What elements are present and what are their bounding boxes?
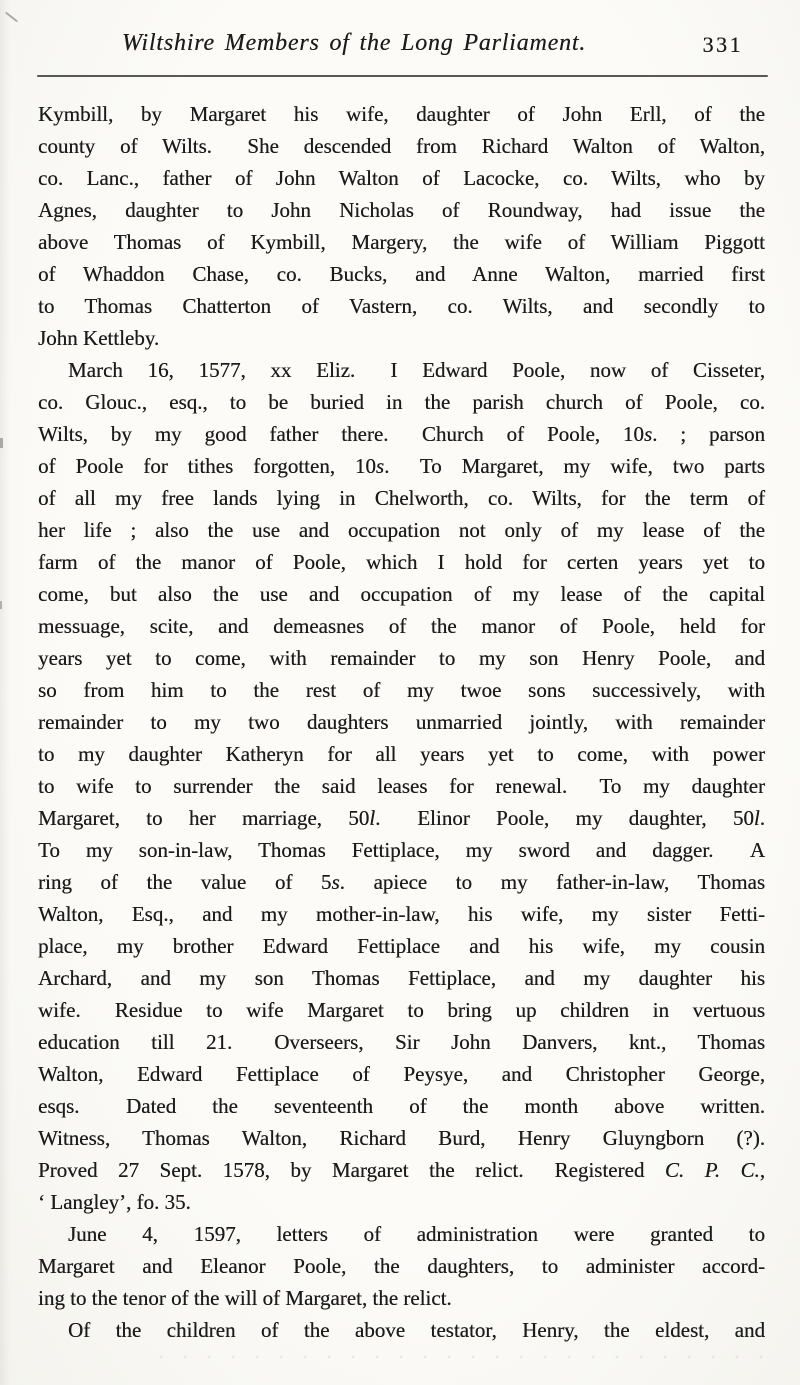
text-segment: Proved 27 Sept. 1578, by Margaret the relict. Registered [38, 1158, 665, 1182]
text-line [38, 1154, 765, 1186]
text-segment: Margaret, to her marriage, 50 [38, 806, 370, 830]
text-line [38, 546, 765, 578]
scan-artifact-speck [0, 601, 2, 609]
italic-text: s [331, 870, 340, 894]
text-segment: place, my brother Edward Fettiplace and his wife, my cousin [38, 934, 765, 958]
text-line [38, 450, 765, 482]
text-segment: Witness, Thomas Walton, Richard Burd, Henry Gluyngborn (?). [38, 1126, 765, 1150]
italic-text: s [375, 454, 385, 478]
text-line [38, 770, 765, 802]
text-segment: county of Wilts. She descended from Richard Walton of Walton, [38, 134, 765, 158]
text-line [38, 898, 765, 930]
text-line [38, 194, 765, 226]
italic-text: l [753, 806, 760, 830]
text-line [38, 578, 765, 610]
text-segment: Margaret and Eleanor Poole, the daughters, to administer accord- [38, 1254, 765, 1278]
text-line [38, 866, 765, 898]
text-line [38, 1186, 765, 1218]
text-line [38, 1058, 765, 1090]
text-line [38, 98, 765, 130]
text-line [38, 1314, 765, 1346]
text-segment: farm of the manor of Poole, which I hold for certen years yet to [38, 550, 765, 574]
text-segment: ring of the value of 5 [38, 870, 332, 894]
text-line [38, 258, 765, 290]
text-line [38, 482, 765, 514]
text-segment: Of the children of the above testator, Henry, the eldest, and [68, 1318, 765, 1342]
text-segment: to wife to surrender the said leases for renewal. To my daughter [38, 774, 765, 798]
scan-artifact-speck [0, 438, 3, 448]
text-segment: Archard, and my son Thomas Fettiplace, and my daughter his [38, 966, 765, 990]
text-line [38, 642, 765, 674]
body-text [38, 98, 765, 1346]
text-segment: . Elinor Poole, my daughter, 50 [375, 806, 754, 830]
text-line [38, 1026, 765, 1058]
text-line [38, 674, 765, 706]
text-line [38, 226, 765, 258]
italic-text: l [369, 806, 376, 830]
text-line [38, 1122, 765, 1154]
text-line [38, 514, 765, 546]
text-segment: to Thomas Chatterton of Vastern, co. Wilts, and secondly to [38, 294, 765, 318]
text-line [38, 290, 765, 322]
page-number: 331 [702, 32, 743, 57]
text-segment: so from him to the rest of my twoe sons successively, with [38, 678, 765, 702]
text-segment: Kymbill, by Margaret his wife, daughter of John Erll, of the [38, 102, 765, 126]
text-segment: above Thomas of Kymbill, Margery, the wife of William Piggott [38, 230, 765, 254]
text-segment: March 16, 1577, xx Eliz. I Edward Poole, now of Cisseter, [68, 358, 765, 382]
scan-artifact-remnant [160, 1356, 772, 1358]
text-line [38, 930, 765, 962]
text-segment: . To Margaret, my wife, two parts [384, 454, 765, 478]
italic-text: s [643, 422, 653, 446]
text-line [38, 834, 765, 866]
text-line [38, 802, 765, 834]
text-segment: co. Glouc., esq., to be buried in the parish church of Poole, co. [38, 390, 765, 414]
running-title: Wiltshire Members of the Long Parliament. [121, 30, 587, 56]
text-segment: ‘ Langley’, fo. 35. [38, 1190, 191, 1214]
text-segment: of Whaddon Chase, co. Bucks, and Anne Walton, married first [38, 262, 765, 286]
text-line [38, 1218, 765, 1250]
text-segment: John Kettleby. [38, 326, 160, 350]
text-line [38, 130, 765, 162]
text-segment: Agnes, daughter to John Nicholas of Roundway, had issue the [38, 198, 765, 222]
text-line [38, 418, 765, 450]
page-header [38, 30, 765, 68]
text-segment: of all my free lands lying in Chelworth, co. Wilts, for the term of [38, 486, 765, 510]
italic-text: C. P. C. [664, 1158, 760, 1182]
text-line [38, 962, 765, 994]
text-line [38, 1090, 765, 1122]
text-segment: . apiece to my father-in-law, Thomas [339, 870, 765, 894]
text-line [38, 354, 765, 386]
text-segment: , [759, 1158, 765, 1182]
text-line [38, 386, 765, 418]
text-line [38, 706, 765, 738]
text-segment: Walton, Esq., and my mother-in-law, his wife, my sister Fetti- [38, 902, 765, 926]
text-segment: wife. Residue to wife Margaret to bring up children in vertuous [38, 998, 765, 1022]
text-segment: . ; parson [652, 422, 765, 446]
text-segment: esqs. Dated the seventeenth of the month above written. [38, 1094, 765, 1118]
text-line [38, 322, 765, 354]
text-segment: Walton, Edward Fettiplace of Peysye, and Christopher George, [38, 1062, 765, 1086]
text-segment: co. Lanc., father of John Walton of Lacocke, co. Wilts, who by [38, 166, 765, 190]
text-line [38, 162, 765, 194]
header-rule [37, 75, 768, 77]
binding-shade [0, 0, 10, 1385]
text-line [38, 1282, 765, 1314]
text-segment: . [759, 806, 766, 830]
text-segment: to my daughter Katheryn for all years yet to come, with power [38, 742, 765, 766]
text-segment: Wilts, by my good father there. Church of Poole, 10 [38, 422, 644, 446]
text-segment: of Poole for tithes forgotten, 10 [38, 454, 376, 478]
text-line [38, 738, 765, 770]
text-segment: messuage, scite, and demeasnes of the manor of Poole, held for [38, 614, 765, 638]
text-segment: education till 21. Overseers, Sir John Danvers, knt., Thomas [38, 1030, 765, 1054]
text-segment: her life ; also the use and occupation not only of my lease of the [38, 518, 765, 542]
text-segment: years yet to come, with remainder to my son Henry Poole, and [38, 646, 765, 670]
text-segment: ing to the tenor of the will of Margaret, the relict. [38, 1286, 452, 1310]
text-segment: To my son-in-law, Thomas Fettiplace, my sword and dagger. A [38, 838, 765, 862]
text-segment: June 4, 1597, letters of administration were granted to [68, 1222, 765, 1246]
text-line [38, 994, 765, 1026]
text-line [38, 1250, 765, 1282]
text-segment: remainder to my two daughters unmarried jointly, with remainder [38, 710, 765, 734]
text-line [38, 610, 765, 642]
text-segment: come, but also the use and occupation of my lease of the capital [38, 582, 765, 606]
